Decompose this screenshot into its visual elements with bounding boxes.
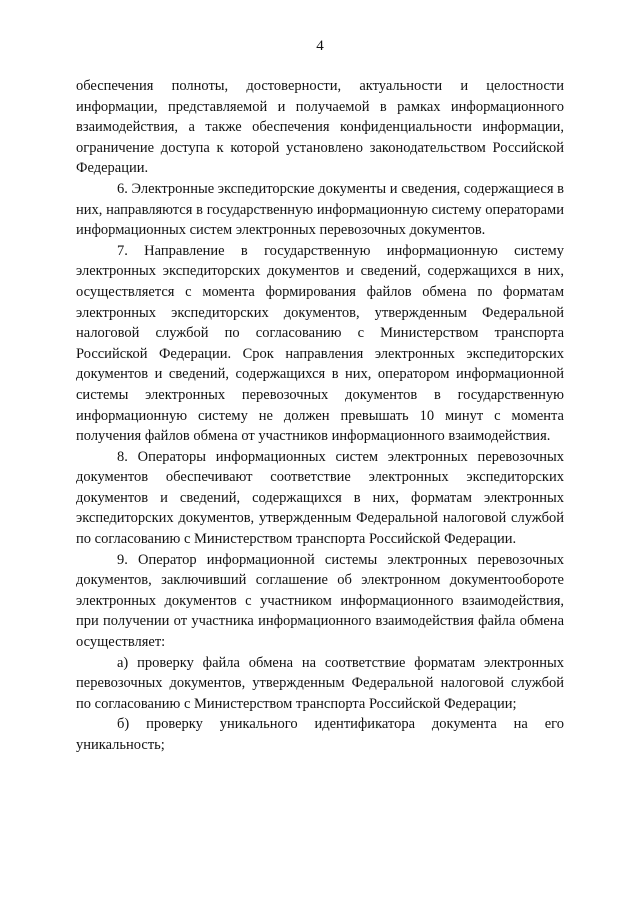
subitem-a: а) проверку файла обмена на соответствие форматам электронных перевозочных документов, утвержденным Федеральной налоговой службой по согласованию с Министерством транспорта Российской Федерации; — [76, 654, 564, 712]
paragraph-item-6: 6. Электронные экспедиторские документы и сведения, содержащиеся в них, направляются в государственную информационную систему операторами информационных систем электронных перевозочных документов. — [76, 180, 564, 239]
paragraph-item-9: 9. Оператор информационной системы электронных перевозочных документов, заключивший соглашение об электронном документообороте электронных документов с участником информационного взаимодействия, при получении от участника информационного взаимодействия файла обмена осуществляет: — [76, 551, 564, 651]
paragraph-continuation: обеспечения полноты, достоверности, актуальности и целостности информации, представляемой и получаемой в рамках информационного взаимодействия, а также обеспечения конфиденциальности информации, ограничение доступа к которой установлено законодательством Российской Федерации. — [76, 78, 564, 177]
subitem-b: б) проверку уникального идентификатора документа на его уникальность; — [76, 716, 564, 753]
document-body — [76, 76, 564, 756]
paragraph-item-7: 7. Направление в государственную информационную систему электронных экспедиторских документов и сведений, содержащихся в них, осуществляется с момента формирования файлов обмена по форматам электронных экспедиторских документов, утвержденным Федеральной налоговой службой по согласованию с Министерством транспорта Российской Федерации. Срок направления электронных экспедиторских документов и сведений, содержащихся в них, оператором информационной системы электронных перевозочных документов в государственную информационную систему не должен превышать 10 минут с момента получения файлов обмена от участников информационного взаимодействия. — [76, 242, 564, 445]
page-number: 4 — [316, 38, 324, 54]
paragraph-item-8: 8. Операторы информационных систем электронных перевозочных документов обеспечивают соответствие электронных экспедиторских документов и сведений, содержащихся в них, форматам электронных экспедиторских документов, утвержденным Федеральной налоговой службой по согласованию с Министерством транспорта Российской Федерации. — [76, 448, 564, 548]
